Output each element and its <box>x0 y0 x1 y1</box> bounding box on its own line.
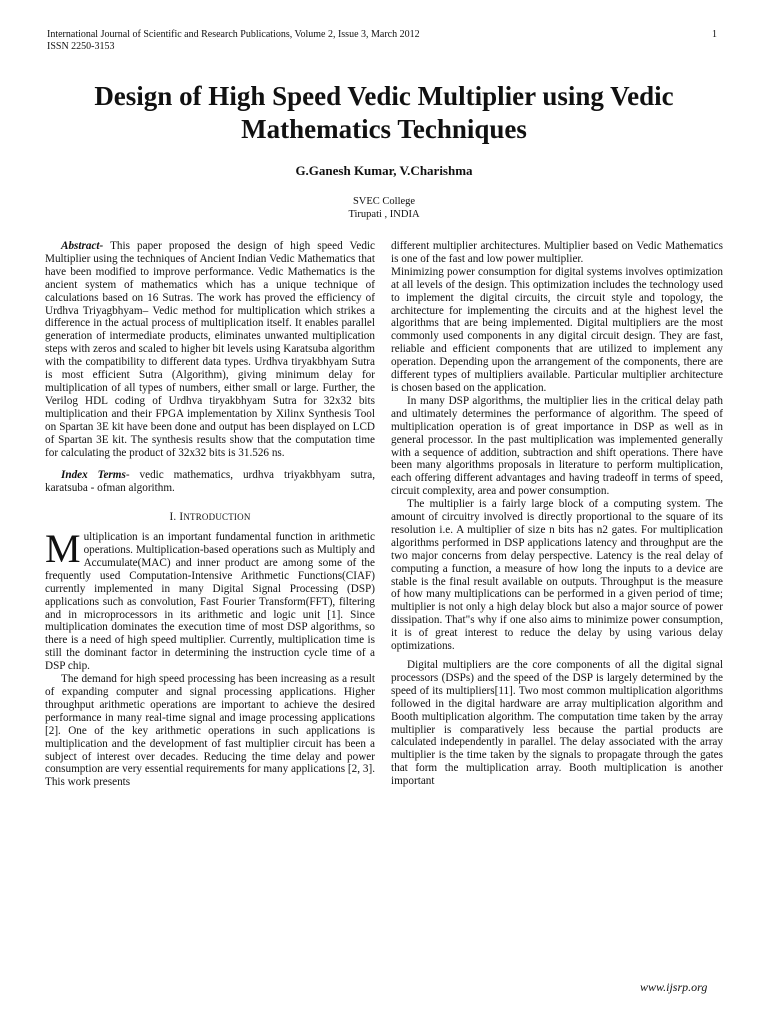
affiliation <box>0 195 768 221</box>
footer-url[interactable]: www.ijsrp.org <box>640 980 708 994</box>
intro-paragraph-1 <box>45 526 375 673</box>
section-heading-introduction <box>45 511 375 524</box>
abstract <box>45 240 375 459</box>
page-number: 1 <box>712 29 717 40</box>
abstract-label: Abstract- <box>61 240 104 252</box>
drop-cap: M <box>45 526 81 572</box>
index-terms-label: Index Terms <box>61 469 126 482</box>
author-list: G.Ganesh Kumar, V.Charishma <box>295 163 473 178</box>
affiliation-location: Tirupati , INDIA <box>348 209 420 220</box>
right-paragraph-1: different multiplier architectures. Multiplier based on Vedic Mathematics is one of the fast and low power multiplier. <box>391 240 723 265</box>
paper-title: Design of High Speed Vedic Multiplier using Vedic Mathematics Techniques <box>94 81 674 144</box>
running-header <box>47 29 717 53</box>
abstract-text: This paper proposed the design of high speed Vedic Multiplier using the techniques of Ancient Indian Vedic Mathematics that have been modified to improve performance. Vedic Mathematics is the ancient system of mathematics which has a unique technique of calculations based on 16 Sutras. The work has proved the efficiency of Urdhva Triyagbhyam– Vedic method for multiplication which strikes a difference in the actual process of multiplication itself. It enables parallel generation of intermediate products, eliminates unwanted multiplication steps with zeros and scaled to higher bit levels using Karatsuba algorithm with the compatibility to different data types. Urdhva tiryakbhyam Sutra is most efficient Sutra (Algorithm), giving minimum delay for multiplication of all types of numbers, either small or large. Further, the Verilog HDL coding of Urdhva tiryakbhyam Sutra for 32x32 bits multiplication and their FPGA implementation by Xilinx Synthesis Tool on Spartan 3E kit have been done and output has been displayed on LCD of Spartan 3E kit. The synthesis results show that the computation time for calculating the product of 32x32 bits is 31.526 ns. <box>45 240 375 459</box>
intro-paragraph-1-text: ultiplication is an important fundamental function in arithmetic operations. Multiplication-based operations such as Multiply and Accumulate(MAC) and inner product are among some of the frequently used Computation-Intensive Arithmetic Functions(CIAF) currently implemented in many Digital Signal Processing (DSP) applications such as convolution, Fast Fourier Transform(FFT), filtering and in microprocessors in its arithmetic and logic unit [1]. Since multiplication dominates the execution time of most DSP algorithms, so there is a need of high speed multiplier. Currently, multiplication time is still the dominant factor in determining the instruction cycle time of a DSP chip. <box>45 531 375 673</box>
right-column <box>391 240 723 788</box>
intro-paragraph-2: The demand for high speed processing has been increasing as a result of expanding computer and signal processing applications. Higher throughput arithmetic operations are important to achieve the desired performance in many real-time signal and image processing applications [2]. One of the key arithmetic operations in such applications is multiplication and the development of fast multiplier circuit has been a subject of interest over decades. Reducing the time delay and power consumption are very essential requirements for many applications [2, 3]. This work presents <box>45 673 375 789</box>
section-number: I. <box>169 511 177 524</box>
right-paragraph-2: Minimizing power consumption for digital systems involves optimization at all levels of the design. This optimization includes the technology used to implement the digital circuits, the circuit style and topology, the architecture for implementing the circuits and at the highest level the algorithms that are being implemented. Digital multipliers are the most commonly used components in any digital circuit design. They are fast, reliable and efficient components that are utilized to implement any operation. Depending upon the arrangement of the components, there are different types of multipliers available. Particular multiplier architecture is chosen based on the application. <box>391 265 723 394</box>
left-column <box>45 240 375 789</box>
section-initial: I <box>179 511 184 524</box>
index-terms-text: - vedic mathematics, urdhva triyakbhyam sutra, karatsuba - ofman algorithm. <box>45 469 375 495</box>
section-title-rest: NTRODUCTION <box>183 512 251 523</box>
right-paragraph-4: The multiplier is a fairly large block of a computing system. The amount of circuitry involved is directly proportional to the square of its resolution i.e. A multiplier of size n bits has n2 gates. For multiplication algorithms performed in DSP applications latency and throughput are the two major concerns from delay perspective. Latency is the real delay of computing a function, a measure of how long the inputs to a device are stable is the final result available on outputs. Throughput is the measure of how many multiplications can be performed in a given period of time; multiplier is not only a high delay block but also a major source of power dissipation. That"s why if one also aims to minimize power consumption, it is of great interest to reduce the delay by using various delay optimizations. <box>391 498 723 653</box>
journal-line: International Journal of Scientific and Research Publications, Volume 2, Issue 3, March 2012 <box>47 29 420 40</box>
issn-line: ISSN 2250-3153 <box>47 41 115 52</box>
affiliation-college: SVEC College <box>352 196 416 207</box>
right-paragraph-3: In many DSP algorithms, the multiplier lies in the critical delay path and ultimately determines the performance of algorithm. The speed of multiplication operation is of great importance in DSP as well as in general processor. In the past multiplication was implemented generally with a sequence of addition, subtraction and shift operations. There have been many algorithms proposals in literature to perform multiplication, each offering different advantages and having tradeoff in terms of speed, circuit complexity, area and power consumption. <box>391 394 723 498</box>
right-paragraph-5: Digital multipliers are the core components of all the digital signal processors (DSPs) and the speed of the DSP is largely determined by the speed of its multipliers[11]. Two most common multiplication algorithms followed in the digital hardware are array multiplication algorithm and Booth multiplication algorithm. The computation time taken by the array multiplier is comparatively less because the partial products are calculated independently in parallel. The delay associated with the array multiplier is the time taken by the signals to propagate through the gates that form the multiplication array. Booth multiplication is another important <box>391 659 723 788</box>
index-terms <box>45 469 375 495</box>
